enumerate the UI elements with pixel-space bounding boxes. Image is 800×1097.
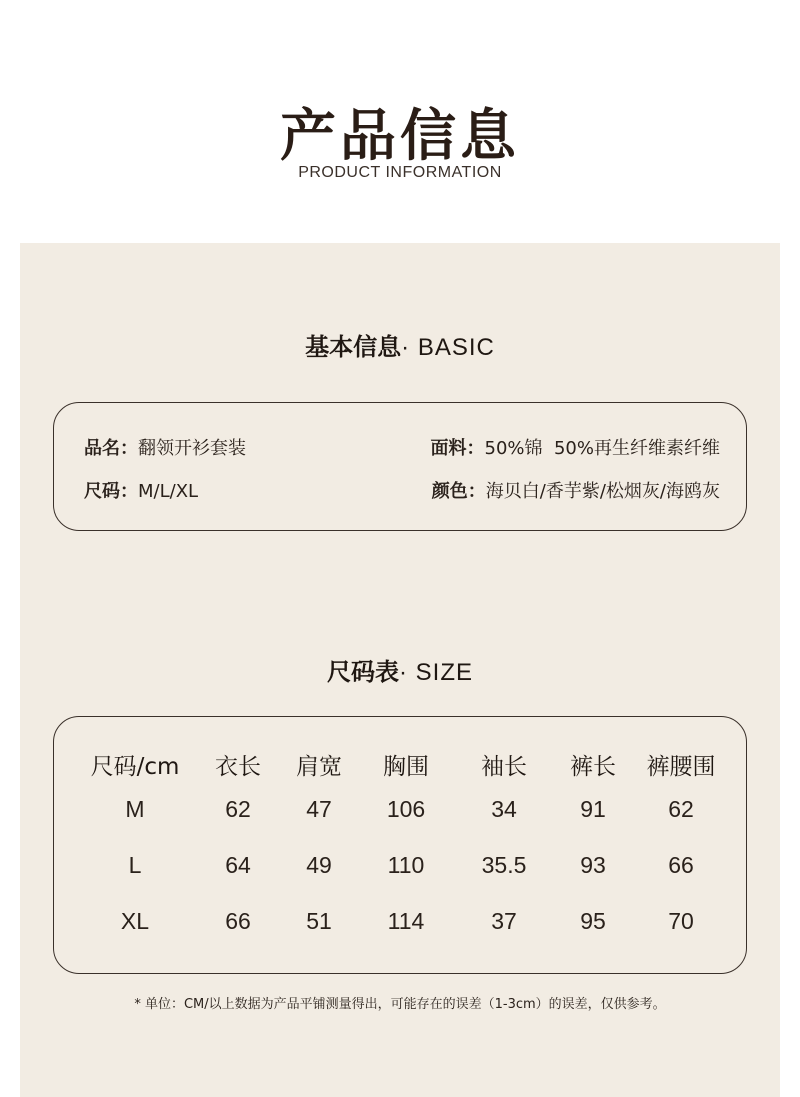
col-header: 裤长 [570,753,616,780]
table-cell: 35.5 [481,851,527,878]
table-cell: 51 [306,907,332,934]
size-heading-cn: 尺码表 [326,658,399,686]
basic-heading-cn: 基本信息 [305,333,402,361]
fabric-label: 面料： [430,438,485,459]
colors [432,477,720,503]
col-header: 肩宽 [296,753,342,780]
col-header: 衣长 [215,753,261,780]
col-header: 袖长 [481,753,527,780]
table-cell: 62 [668,795,694,822]
basic-heading [20,327,780,362]
table-row [74,893,730,949]
sizes [84,477,198,503]
table-cell: M [125,795,145,822]
table-cell: 93 [580,851,606,878]
page-title: 产品信息 [280,104,520,169]
sizes-value: M/L/XL [138,481,199,502]
basic-info-box [53,402,747,531]
page-subtitle: PRODUCT INFORMATION [298,164,502,181]
fabric [431,434,720,460]
size-table [74,747,730,949]
table-cell: 66 [225,907,251,934]
fabric-value: 50%锦 50%再生纤维素纤维 [484,438,720,459]
product-name-value: 翻领开衫套装 [138,438,246,459]
table-cell: 106 [386,795,426,822]
size-heading [20,652,780,687]
info-panel [20,243,780,1097]
measurement-note: * 单位：CM/以上数据为产品平铺测量得出，可能存在的误差（1-3cm）的误差，仅供参考。 [134,997,666,1012]
table-cell: 49 [306,851,332,878]
table-cell: 95 [580,907,606,934]
col-header: 胸围 [383,753,429,780]
info-row-2 [84,477,720,503]
table-cell: 110 [387,851,425,878]
size-chart-box [53,716,747,974]
table-cell: 91 [580,795,606,822]
colors-value: 海贝白/香芋紫/松烟灰/海鸥灰 [485,481,720,502]
table-cell: 62 [225,795,251,822]
table-row [74,837,730,893]
table-cell: 37 [491,907,517,934]
table-cell: XL [120,907,150,934]
col-header: 尺码/cm [90,753,180,780]
table-cell: 47 [306,795,332,822]
table-cell: 70 [668,907,694,934]
colors-label: 颜色： [431,481,486,502]
page-header [0,0,800,243]
table-cell: 64 [225,851,251,878]
basic-heading-en: · BASIC [401,334,495,361]
info-row-1 [84,434,720,460]
sizes-label: 尺码： [84,481,138,502]
table-cell: 114 [387,907,425,934]
product-name-label: 品名： [84,438,138,459]
table-cell: 66 [668,851,694,878]
table-cell: L [128,851,142,878]
size-table-header-row [74,747,730,781]
col-header: 裤腰围 [646,753,716,780]
table-row [74,781,730,837]
size-heading-en: · SIZE [398,659,473,686]
product-name [84,434,246,460]
table-cell: 34 [491,795,517,822]
